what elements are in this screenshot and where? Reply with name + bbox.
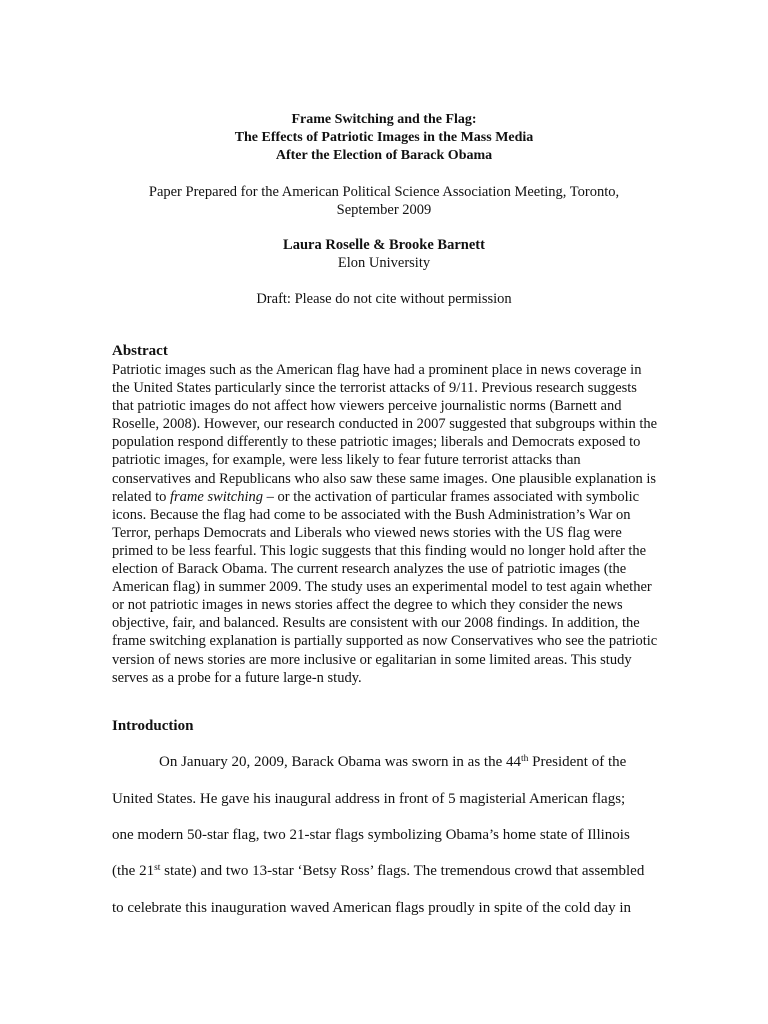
intro-line-1-sup: th — [521, 754, 529, 764]
intro-line-4-a: (the 21 — [112, 863, 155, 879]
intro-line-1 — [159, 753, 626, 771]
prepared-line-2: September 2009 — [336, 202, 432, 218]
abstract-text-2: – or the activation of particular frames associated with symbolic icons. Because the flag had come to be associated with the Bush Administration’s War on Terror, perhaps Democrats and Liberals who viewed news stories with the US flag were primed to be less fearful. This logic suggests that this finding would no longer hold after the election of Barack Obama. The current research analyzes the use of patriotic images (the American flag) in summer 2009. The study uses an experimental model to test again whether or not patriotic images in news stories affect the degree to which they consider the news objective, fair, and balanced. Results are consistent with our 2008 findings. In addition, the frame switching explanation is partially supported as now Conservatives who see the patriotic version of news stories are more inclusive or egalitarian in some limited areas. This study serves as a probe for a future large-n study. — [112, 488, 658, 686]
abstract-italic-term: frame switching — [169, 488, 264, 505]
title-line-2: The Effects of Patriotic Images in the Mass Media — [234, 130, 534, 145]
authors: Laura Roselle & Brooke Barnett — [283, 237, 485, 253]
title-line-3: After the Election of Barack Obama — [275, 148, 493, 163]
draft-note: Draft: Please do not cite without permission — [256, 291, 512, 307]
introduction-heading: Introduction — [112, 718, 194, 734]
abstract-body — [112, 361, 660, 687]
intro-line-3: one modern 50-star flag, two 21-star flags symbolizing Obama’s home state of Illinois — [112, 827, 630, 843]
abstract-heading: Abstract — [112, 343, 168, 359]
intro-line-4-sup: st — [154, 863, 161, 873]
intro-line-2: United States. He gave his inaugural address in front of 5 magisterial American flags; — [112, 791, 626, 807]
intro-line-4-b: state) and two 13-star ‘Betsy Ross’ flags. The tremendous crowd that assembled — [160, 863, 645, 879]
prepared-line-1: Paper Prepared for the American Political Science Association Meeting, Toronto, — [148, 184, 620, 200]
affiliation: Elon University — [337, 255, 431, 271]
title-line-1: Frame Switching and the Flag: — [291, 112, 477, 127]
intro-line-1-a: On January 20, 2009, Barack Obama was sworn in as the 44 — [159, 754, 521, 770]
intro-line-5: to celebrate this inauguration waved American flags proudly in spite of the cold day in — [112, 900, 632, 916]
abstract-text-1: Patriotic images such as the American flag have had a prominent place in news coverage in the United States particularly since the terrorist attacks of 9/11. Previous research suggests that patriotic images do not affect how viewers perceive journalistic norms (Barnett and Roselle, 2008). However, our research conducted in 2007 suggested that subgroups within the population respond differently to these patriotic images; liberals and Democrats exposed to patriotic images, for example, were less likely to fear future terrorist attacks than conservatives and Republicans who also saw these same images. One plausible explanation is related to — [112, 362, 658, 505]
intro-line-4 — [112, 862, 644, 880]
intro-line-1-b: President of the — [528, 754, 627, 770]
